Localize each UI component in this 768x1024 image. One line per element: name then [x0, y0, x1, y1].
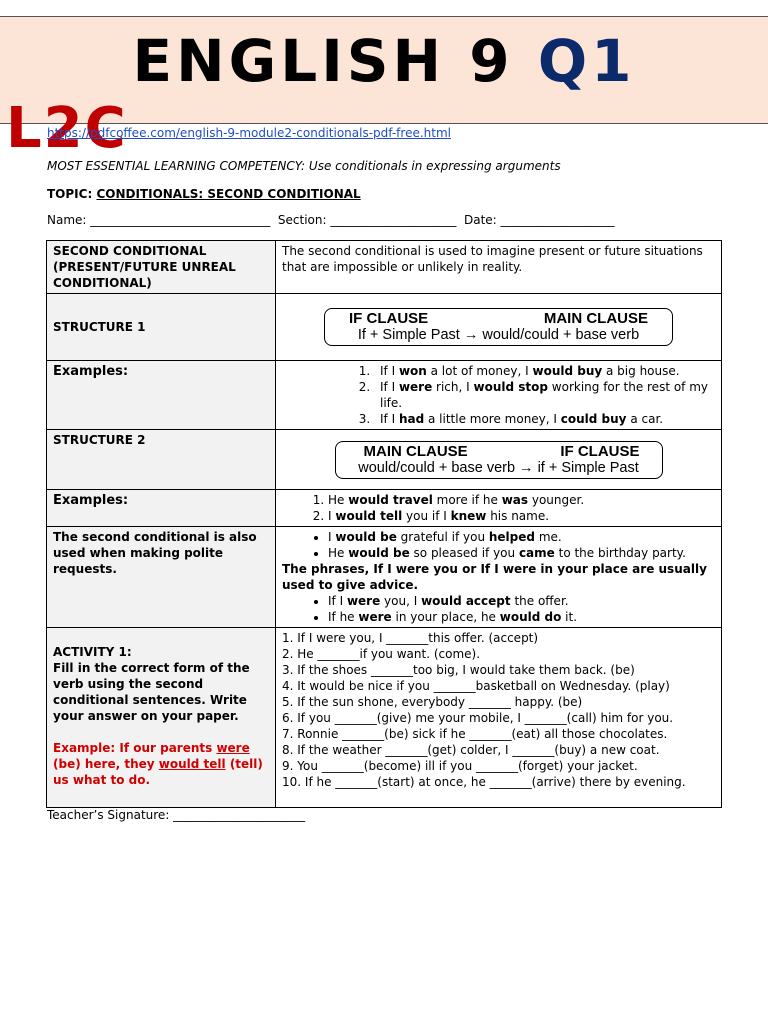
- activity-item[interactable]: 2. He _______if you want. (come).: [282, 647, 481, 661]
- date-field[interactable]: Date: ___________________: [464, 213, 615, 227]
- activity-item[interactable]: 8. If the weather _______(get) colder, I _______(buy) a new coat.: [282, 743, 660, 757]
- activity-item[interactable]: 4. It would be nice if you _______basketball on Wednesday. (play): [282, 679, 670, 693]
- examples1-label-text: Examples:: [53, 364, 129, 379]
- topic-line: [47, 187, 361, 201]
- main-clause-label: MAIN CLAUSE: [543, 310, 648, 327]
- examples1-cell: [276, 361, 722, 430]
- structure2-label: STRUCTURE 2: [47, 430, 276, 490]
- topic-label: TOPIC:: [47, 187, 97, 201]
- page-title: [0, 25, 768, 97]
- activity-item[interactable]: 6. If you _______(give) me your mobile, I _______(call) him for you.: [282, 711, 674, 725]
- examples2-row: [47, 490, 722, 527]
- source-link[interactable]: https://pdfcoffee.com/english-9-module2-conditionals-pdf-free.html: [47, 126, 451, 140]
- if-clause-label: IF CLAUSE: [349, 310, 429, 327]
- learning-competency: MOST ESSENTIAL LEARNING COMPETENCY: Use conditionals in expressing arguments: [47, 159, 561, 173]
- activity-item[interactable]: 1. If I were you, I _______this offer. (accept): [282, 631, 539, 645]
- advice-note: The phrases, If I were you or If I were in your place are usually used to give advice.: [282, 562, 707, 592]
- structure1-row: [47, 294, 722, 361]
- activity-item[interactable]: 9. You _______(become) ill if you _______(forget) your jacket.: [282, 759, 638, 773]
- examples1-list: [374, 363, 715, 427]
- structure1-cell: [276, 294, 722, 361]
- activity-item[interactable]: 5. If the sun shone, everybody _______ happy. (be): [282, 695, 583, 709]
- activity-instructions: Fill in the correct form of the verb using the second conditional sentences. Write your answer on your paper.: [53, 661, 250, 723]
- list-item: 1. If I won a lot of money, I would buy a big house.: [374, 363, 715, 379]
- examples2-cell: [276, 490, 722, 527]
- activity-row: [47, 628, 722, 808]
- intro-row: [47, 241, 722, 294]
- examples1-label: [47, 361, 276, 430]
- advice-list: [282, 593, 715, 625]
- examples2-label-text: Examples:: [53, 493, 129, 508]
- teacher-signature[interactable]: Teacher’s Signature: ______________________: [47, 808, 306, 822]
- intro-label: SECOND CONDITIONAL (PRESENT/FUTURE UNREAL CONDITIONAL): [47, 241, 276, 294]
- list-item: • He would be so pleased if you came to the birthday party.: [328, 545, 715, 561]
- list-item: • If I were you, I would accept the offer.: [328, 593, 715, 609]
- examples2-list: [282, 492, 715, 524]
- intro-text: The second conditional is used to imagine present or future situations that are impossible or unlikely in reality.: [276, 241, 722, 294]
- polite-label: The second conditional is also used when making polite requests.: [47, 527, 276, 628]
- list-item: • If he were in your place, he would do it.: [328, 609, 715, 625]
- list-item: • I would be grateful if you helped me.: [328, 529, 715, 545]
- polite-requests-list: [282, 529, 715, 561]
- activity-example: Example: If our parents were (be) here, they would tell (tell) us what to do.: [53, 741, 263, 787]
- lesson-table: [46, 240, 722, 808]
- examples2-label: [47, 490, 276, 527]
- structure1-header: [331, 311, 666, 327]
- structure1-formula: If + Simple Past → would/could + base verb: [357, 327, 640, 343]
- examples1-row: [47, 361, 722, 430]
- title-main: ENGLISH 9: [132, 27, 538, 95]
- structure2-header: [342, 444, 656, 460]
- structure2-row: [47, 430, 722, 490]
- activity-title: ACTIVITY 1:: [53, 645, 132, 659]
- structure2-formula: would/could + base verb → if + Simple Past: [358, 459, 639, 476]
- list-item: 2. If I were rich, I would stop working for the rest of my life.: [374, 379, 715, 411]
- main-clause-label: MAIN CLAUSE: [363, 442, 468, 460]
- structure1-formula-box: [324, 308, 673, 346]
- polite-cell: [276, 527, 722, 628]
- activity-instructions-cell: [47, 628, 276, 808]
- activity-items-cell: [276, 628, 722, 808]
- title-quarter: Q1: [537, 27, 636, 95]
- list-item: 1. He would travel more if he was younger.: [328, 492, 715, 508]
- list-item: 2. I would tell you if I knew his name.: [328, 508, 715, 524]
- polite-row: [47, 527, 722, 628]
- topic-value: CONDITIONALS: SECOND CONDITIONAL: [96, 187, 361, 201]
- if-clause-label: IF CLAUSE: [560, 442, 640, 460]
- activity-item[interactable]: 7. Ronnie _______(be) sick if he _______(eat) all those chocolates.: [282, 727, 668, 741]
- list-item: 3. If I had a little more money, I could buy a car.: [374, 411, 715, 427]
- lesson-code: L2C: [6, 96, 128, 161]
- student-info-row: [47, 213, 615, 227]
- structure2-cell: [276, 430, 722, 490]
- structure2-formula-box: [335, 441, 663, 479]
- name-field[interactable]: Name: ______________________________: [47, 213, 271, 227]
- activity-item[interactable]: 10. If he _______(start) at once, he _______(arrive) there by evening.: [282, 775, 686, 789]
- activity-item[interactable]: 3. If the shoes _______too big, I would take them back. (be): [282, 663, 635, 677]
- section-field[interactable]: Section: _____________________: [277, 213, 457, 227]
- structure1-label: STRUCTURE 1: [47, 294, 276, 361]
